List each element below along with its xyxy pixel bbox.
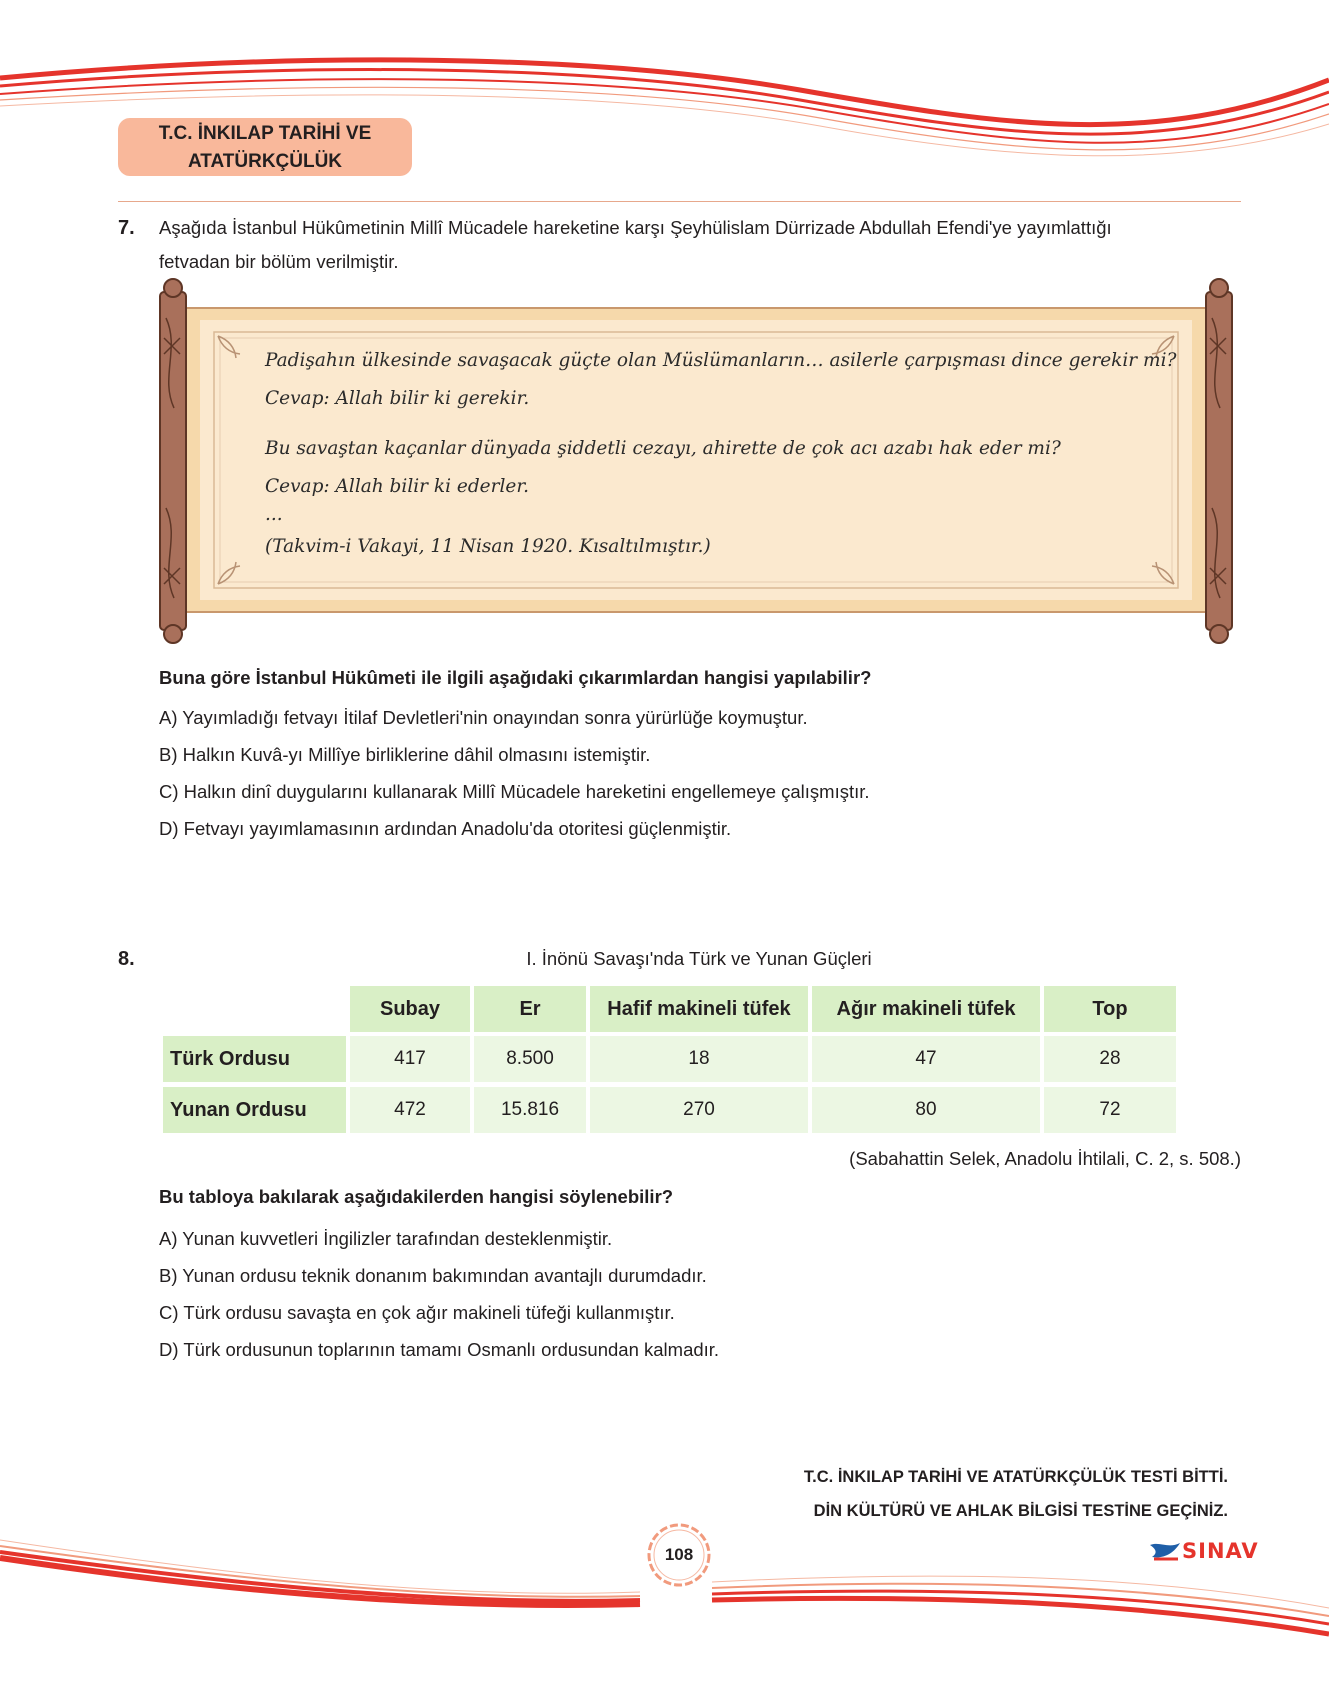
question-7-option-a[interactable]: A) Yayımladığı fetvayı İtilaf Devletleri'nin onayından sonra yürürlüğe koymuştur. bbox=[159, 707, 808, 728]
page-number: 108 bbox=[664, 1545, 694, 1564]
question-7-option-c[interactable]: C) Halkın dinî duygularını kullanarak Millî Mücadele hareketini engellemeye çalışmıştır. bbox=[159, 781, 870, 802]
table-source: (Sabahattin Selek, Anadolu İhtilali, C. 2, s. 508.) bbox=[849, 1148, 1241, 1169]
fetva-source: (Takvim-i Vakayi, 11 Nisan 1920. Kısaltılmıştır.) bbox=[265, 536, 711, 557]
subject-title-line2: ATATÜRKÇÜLÜK bbox=[187, 151, 343, 172]
column-header-subay: Subay bbox=[350, 986, 470, 1032]
question-8-prompt: Bu tabloya bakılarak aşağıdakilerden hangisi söylenebilir? bbox=[159, 1186, 674, 1207]
column-header-top: Top bbox=[1044, 986, 1176, 1032]
question-8-option-c[interactable]: C) Türk ordusu savaşta en çok ağır makineli tüfeği kullanmıştır. bbox=[159, 1302, 675, 1323]
fetva-line-1: Padişahın ülkesinde savaşacak güçte olan Müslümanların… asilerle çarpışması dince gerekir mi? bbox=[265, 350, 1177, 371]
question-7-stem-line1: Aşağıda İstanbul Hükûmetinin Millî Mücadele hareketine karşı Şeyhülislam Dürrizade Abdullah Efendi'ye yayımlattığı bbox=[159, 217, 1112, 238]
fetva-scroll bbox=[156, 278, 1236, 648]
table-cell: 270 bbox=[590, 1087, 808, 1133]
question-7-number: 7. bbox=[118, 217, 135, 239]
column-header-agir-makineli: Ağır makineli tüfek bbox=[812, 986, 1040, 1032]
table-cell: 15.816 bbox=[474, 1087, 586, 1133]
logo-text: SINAV bbox=[1182, 1539, 1259, 1563]
fetva-line-4: Cevap: Allah bilir ki ederler. bbox=[265, 476, 530, 497]
table-cell: 72 bbox=[1044, 1087, 1176, 1133]
question-7-option-d[interactable]: D) Fetvayı yayımlamasının ardından Anadolu'da otoritesi güçlenmiştir. bbox=[159, 818, 732, 839]
fetva-line-ellipsis: ... bbox=[265, 504, 283, 525]
table-cell: 80 bbox=[812, 1087, 1040, 1133]
table-cell: 417 bbox=[350, 1036, 470, 1082]
row-header-turk: Türk Ordusu bbox=[163, 1036, 346, 1082]
row-header-yunan: Yunan Ordusu bbox=[163, 1087, 346, 1133]
question-8-option-b[interactable]: B) Yunan ordusu teknik donanım bakımından avantajlı durumdadır. bbox=[159, 1265, 707, 1286]
column-header-hafif-makineli: Hafif makineli tüfek bbox=[590, 986, 808, 1032]
table-cell: 28 bbox=[1044, 1036, 1176, 1082]
question-8-number: 8. bbox=[118, 948, 135, 970]
sinav-logo bbox=[1148, 1536, 1259, 1566]
page-number-badge bbox=[646, 1522, 712, 1588]
fetva-line-2: Cevap: Allah bilir ki gerekir. bbox=[265, 388, 530, 409]
table-cell: 472 bbox=[350, 1087, 470, 1133]
next-test-note: DİN KÜLTÜRÜ VE AHLAK BİLGİSİ TESTİNE GEÇİNİZ. bbox=[813, 1502, 1228, 1520]
bird-logo-icon bbox=[1148, 1539, 1182, 1563]
fetva-line-3: Bu savaştan kaçanlar dünyada şiddetli cezayı, ahirette de çok acı azabı hak eder mi? bbox=[265, 438, 1061, 459]
question-7-option-b[interactable]: B) Halkın Kuvâ-yı Millîye birliklerine dâhil olmasını istemiştir. bbox=[159, 744, 651, 765]
subject-title-line1: T.C. İNKILAP TARİHİ VE bbox=[158, 123, 372, 144]
test-end-note: T.C. İNKILAP TARİHİ VE ATATÜRKÇÜLÜK TESTİ BİTTİ. bbox=[803, 1468, 1228, 1486]
table-cell: 8.500 bbox=[474, 1036, 586, 1082]
subject-badge bbox=[118, 118, 412, 176]
question-8-option-d[interactable]: D) Türk ordusunun toplarının tamamı Osmanlı ordusundan kalmadır. bbox=[159, 1339, 720, 1360]
header-divider bbox=[118, 201, 1241, 202]
question-7-prompt: Buna göre İstanbul Hükûmeti ile ilgili aşağıdaki çıkarımlardan hangisi yapılabilir? bbox=[159, 667, 872, 688]
table-cell: 18 bbox=[590, 1036, 808, 1082]
table-title: I. İnönü Savaşı'nda Türk ve Yunan Güçleri bbox=[526, 948, 872, 969]
column-header-er: Er bbox=[474, 986, 586, 1032]
question-7-stem-line2: fetvadan bir bölüm verilmiştir. bbox=[159, 251, 399, 272]
table-cell: 47 bbox=[812, 1036, 1040, 1082]
question-8-option-a[interactable]: A) Yunan kuvvetleri İngilizler tarafından desteklenmiştir. bbox=[159, 1228, 613, 1249]
